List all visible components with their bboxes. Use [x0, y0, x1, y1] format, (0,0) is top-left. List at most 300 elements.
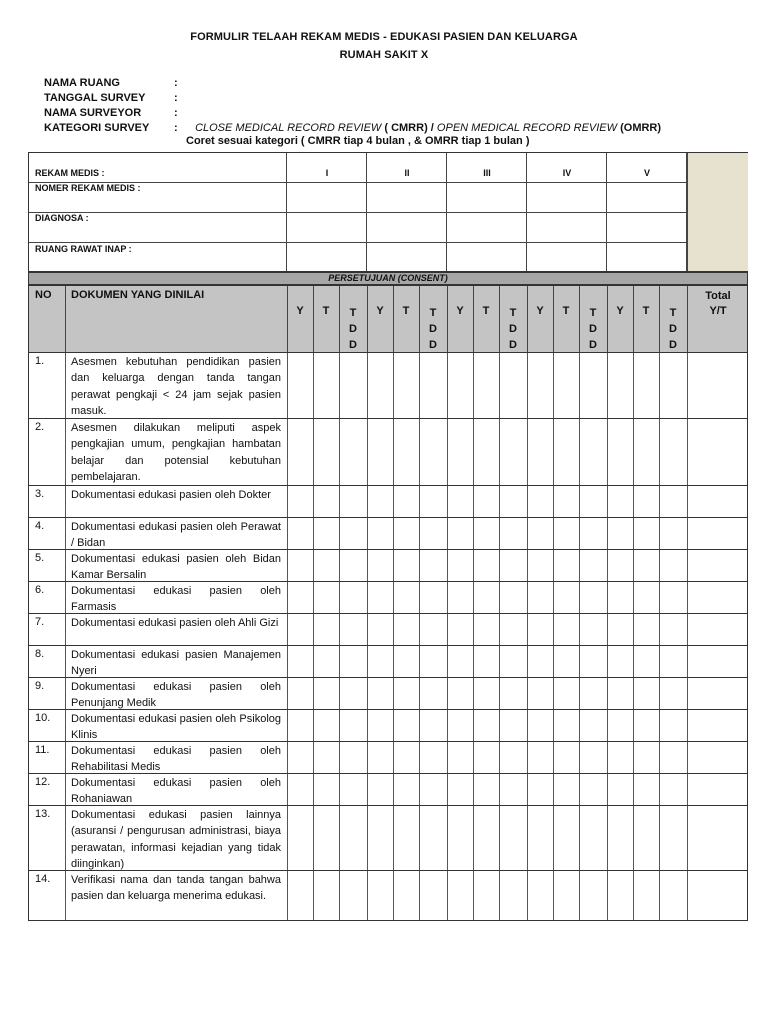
score-cell[interactable] [447, 582, 473, 613]
score-cell[interactable] [447, 353, 473, 418]
header-col-divider [633, 286, 634, 352]
score-cell[interactable] [499, 550, 527, 581]
score-cell[interactable] [499, 806, 527, 870]
score-cell[interactable] [473, 871, 499, 920]
colon: : [174, 107, 178, 119]
score-cell[interactable] [527, 582, 553, 613]
row-document-text: Dokumentasi edukasi pasien oleh Ahli Gizi [71, 617, 279, 629]
score-cell[interactable] [339, 646, 367, 677]
row-document-text: Dokumentasi edukasi pasien lainnya (asuransi / pengurusan administrasi, biaya perawatan, informasi kejadian yang tidak diinginkan) [71, 809, 281, 870]
record-entry-cell[interactable] [447, 213, 527, 243]
score-cell[interactable] [527, 774, 553, 805]
score-cell[interactable] [419, 646, 447, 677]
score-cell[interactable] [367, 486, 393, 517]
score-cell[interactable] [393, 518, 419, 549]
total-cell[interactable] [687, 710, 748, 741]
score-cell[interactable] [313, 646, 339, 677]
score-cell[interactable] [473, 614, 499, 645]
row-number: 1. [35, 355, 45, 367]
row-col-divider [65, 353, 66, 418]
col-dokumen-header: DOKUMEN YANG DINILAI [71, 289, 205, 301]
score-cell[interactable] [659, 806, 687, 870]
score-cell[interactable] [447, 518, 473, 549]
score-cell[interactable] [499, 518, 527, 549]
score-cell[interactable] [393, 614, 419, 645]
col-tdd-header-4: T D D [589, 307, 597, 351]
table-row [28, 710, 748, 742]
score-cell[interactable] [367, 353, 393, 418]
score-cell[interactable] [607, 582, 633, 613]
score-cell[interactable] [367, 678, 393, 709]
score-cell[interactable] [393, 774, 419, 805]
score-cell[interactable] [633, 419, 659, 485]
score-cell[interactable] [579, 806, 607, 870]
score-cell[interactable] [339, 518, 367, 549]
col-t-header-2: T [402, 305, 410, 317]
score-cell[interactable] [553, 678, 579, 709]
score-cell[interactable] [553, 353, 579, 418]
score-cell[interactable] [339, 678, 367, 709]
score-cell[interactable] [607, 518, 633, 549]
record-entry-cell[interactable] [447, 153, 527, 183]
score-cell[interactable] [339, 806, 367, 870]
record-entry-cell[interactable] [527, 213, 607, 243]
record-entry-cell[interactable] [447, 183, 527, 213]
score-cell[interactable] [339, 486, 367, 517]
score-cell[interactable] [339, 550, 367, 581]
score-cell[interactable] [393, 582, 419, 613]
score-cell[interactable] [499, 742, 527, 773]
score-cell[interactable] [607, 742, 633, 773]
total-cell[interactable] [687, 742, 748, 773]
score-cell[interactable] [607, 646, 633, 677]
score-cell[interactable] [287, 550, 313, 581]
score-cell[interactable] [659, 486, 687, 517]
score-cell[interactable] [419, 518, 447, 549]
score-cell[interactable] [527, 614, 553, 645]
col-y-header-1: Y [296, 305, 304, 317]
col-y-header-2: Y [376, 305, 384, 317]
col-y-header-5: Y [616, 305, 624, 317]
score-cell[interactable] [367, 419, 393, 485]
row-col-divider [65, 806, 66, 870]
row-col-divider [65, 871, 66, 920]
record-entry-cell[interactable] [367, 213, 447, 243]
score-cell[interactable] [393, 710, 419, 741]
row-document-text: Dokumentasi edukasi pasien oleh Farmasis [71, 585, 281, 614]
score-cell[interactable] [447, 646, 473, 677]
row-col-divider [65, 550, 66, 581]
score-cell[interactable] [659, 646, 687, 677]
record-entry-cell[interactable] [367, 243, 447, 271]
score-cell[interactable] [607, 486, 633, 517]
score-cell[interactable] [473, 550, 499, 581]
score-cell[interactable] [607, 774, 633, 805]
record-entry-cell[interactable] [367, 183, 447, 213]
score-cell[interactable] [633, 806, 659, 870]
table-row [28, 742, 748, 774]
score-cell[interactable] [579, 614, 607, 645]
total-cell[interactable] [687, 646, 748, 677]
score-cell[interactable] [499, 419, 527, 485]
score-cell[interactable] [633, 353, 659, 418]
score-cell[interactable] [419, 582, 447, 613]
score-cell[interactable] [419, 774, 447, 805]
score-cell[interactable] [633, 582, 659, 613]
score-cell[interactable] [527, 486, 553, 517]
score-cell[interactable] [287, 871, 313, 920]
hospital-name: RUMAH SAKIT X [339, 49, 429, 61]
score-cell[interactable] [473, 774, 499, 805]
tanggal-survey-label: TANGGAL SURVEY [44, 92, 146, 104]
score-cell[interactable] [607, 710, 633, 741]
score-cell[interactable] [659, 353, 687, 418]
score-cell[interactable] [499, 486, 527, 517]
nama-ruang-row [44, 76, 661, 91]
score-cell[interactable] [553, 582, 579, 613]
score-cell[interactable] [473, 486, 499, 517]
row-document-text: Verifikasi nama dan tanda tangan bahwa pasien dan keluarga menerima edukasi. [71, 874, 281, 903]
score-cell[interactable] [419, 550, 447, 581]
score-cell[interactable] [473, 678, 499, 709]
score-cell[interactable] [367, 742, 393, 773]
score-cell[interactable] [553, 550, 579, 581]
score-cell[interactable] [607, 614, 633, 645]
score-cell[interactable] [473, 806, 499, 870]
total-cell[interactable] [687, 774, 748, 805]
score-cell[interactable] [339, 774, 367, 805]
score-cell[interactable] [473, 646, 499, 677]
score-cell[interactable] [393, 806, 419, 870]
score-cell[interactable] [287, 678, 313, 709]
score-cell[interactable] [607, 419, 633, 485]
record-entry-cell[interactable] [287, 213, 367, 243]
score-cell[interactable] [367, 518, 393, 549]
score-cell[interactable] [419, 742, 447, 773]
score-cell[interactable] [553, 419, 579, 485]
score-cell[interactable] [287, 646, 313, 677]
score-cell[interactable] [553, 518, 579, 549]
score-cell[interactable] [393, 419, 419, 485]
score-cell[interactable] [579, 582, 607, 613]
score-cell[interactable] [499, 646, 527, 677]
score-cell[interactable] [447, 614, 473, 645]
score-cell[interactable] [579, 518, 607, 549]
score-cell[interactable] [473, 518, 499, 549]
score-cell[interactable] [607, 678, 633, 709]
score-cell[interactable] [527, 806, 553, 870]
col-tdd-header-3: T D D [509, 307, 517, 351]
col-t-header-4: T [562, 305, 570, 317]
score-cell[interactable] [419, 871, 447, 920]
score-cell[interactable] [313, 419, 339, 485]
row-col-divider [65, 582, 66, 613]
score-cell[interactable] [527, 353, 553, 418]
score-cell[interactable] [313, 518, 339, 549]
score-cell[interactable] [339, 582, 367, 613]
score-cell[interactable] [393, 646, 419, 677]
total-cell[interactable] [687, 582, 748, 613]
score-cell[interactable] [499, 678, 527, 709]
score-cell[interactable] [339, 742, 367, 773]
score-cell[interactable] [527, 646, 553, 677]
score-cell[interactable] [607, 550, 633, 581]
score-cell[interactable] [313, 871, 339, 920]
score-cell[interactable] [313, 742, 339, 773]
score-cell[interactable] [579, 419, 607, 485]
score-cell[interactable] [499, 353, 527, 418]
score-cell[interactable] [313, 353, 339, 418]
record-entry-cell[interactable] [607, 213, 687, 243]
row-number: 8. [35, 648, 45, 660]
total-cell[interactable] [687, 550, 748, 581]
score-cell[interactable] [419, 353, 447, 418]
score-cell[interactable] [579, 678, 607, 709]
score-cell[interactable] [419, 806, 447, 870]
score-cell[interactable] [579, 646, 607, 677]
score-cell[interactable] [659, 518, 687, 549]
table-row [28, 582, 748, 614]
score-cell[interactable] [287, 486, 313, 517]
tanggal-survey-row [44, 91, 661, 106]
score-cell[interactable] [473, 582, 499, 613]
score-cell[interactable] [447, 742, 473, 773]
score-cell[interactable] [633, 518, 659, 549]
score-cell[interactable] [527, 419, 553, 485]
table-row [28, 806, 748, 871]
score-cell[interactable] [287, 518, 313, 549]
score-cell[interactable] [367, 871, 393, 920]
score-cell[interactable] [287, 710, 313, 741]
score-cell[interactable] [447, 774, 473, 805]
score-cell[interactable] [339, 353, 367, 418]
score-cell[interactable] [393, 353, 419, 418]
score-cell[interactable] [367, 550, 393, 581]
row-col-divider [65, 486, 66, 517]
score-cell[interactable] [553, 710, 579, 741]
score-cell[interactable] [287, 774, 313, 805]
score-cell[interactable] [393, 550, 419, 581]
record-entry-cell[interactable] [607, 243, 687, 271]
score-cell[interactable] [287, 742, 313, 773]
total-cell[interactable] [687, 806, 748, 870]
score-cell[interactable] [313, 614, 339, 645]
score-cell[interactable] [499, 614, 527, 645]
score-cell[interactable] [553, 742, 579, 773]
score-cell[interactable] [553, 614, 579, 645]
total-cell[interactable] [687, 518, 748, 549]
score-cell[interactable] [367, 582, 393, 613]
score-cell[interactable] [633, 774, 659, 805]
score-cell[interactable] [553, 646, 579, 677]
score-cell[interactable] [313, 710, 339, 741]
score-cell[interactable] [367, 646, 393, 677]
score-cell[interactable] [393, 486, 419, 517]
score-cell[interactable] [607, 806, 633, 870]
score-cell[interactable] [447, 710, 473, 741]
score-cell[interactable] [287, 353, 313, 418]
score-cell[interactable] [367, 774, 393, 805]
score-cell[interactable] [287, 614, 313, 645]
colon: : [174, 122, 178, 134]
table-row [28, 353, 748, 419]
header-col-divider [65, 286, 66, 352]
score-cell[interactable] [287, 806, 313, 870]
record-entry-cell[interactable] [287, 153, 367, 183]
score-cell[interactable] [553, 871, 579, 920]
score-cell[interactable] [579, 550, 607, 581]
score-cell[interactable] [633, 646, 659, 677]
score-cell[interactable] [419, 486, 447, 517]
score-cell[interactable] [499, 710, 527, 741]
table-row [28, 646, 748, 678]
survey-meta [44, 76, 661, 136]
score-cell[interactable] [659, 614, 687, 645]
score-cell[interactable] [499, 774, 527, 805]
record-entry-cell[interactable] [527, 243, 607, 271]
score-cell[interactable] [553, 486, 579, 517]
score-cell[interactable] [313, 486, 339, 517]
score-cell[interactable] [419, 614, 447, 645]
score-cell[interactable] [633, 614, 659, 645]
score-cell[interactable] [287, 419, 313, 485]
record-entry-cell[interactable] [527, 153, 607, 183]
score-cell[interactable] [633, 710, 659, 741]
score-cell[interactable] [579, 486, 607, 517]
score-cell[interactable] [339, 419, 367, 485]
row-document-text: Dokumentasi edukasi pasien oleh Rehabilitasi Medis [71, 745, 281, 774]
row-number: 14. [35, 873, 51, 885]
score-cell[interactable] [313, 774, 339, 805]
score-cell[interactable] [633, 550, 659, 581]
header-col-divider [393, 286, 394, 352]
score-cell[interactable] [579, 353, 607, 418]
score-cell[interactable] [287, 582, 313, 613]
header-col-divider [527, 286, 528, 352]
score-cell[interactable] [633, 742, 659, 773]
score-cell[interactable] [419, 710, 447, 741]
score-cell[interactable] [393, 678, 419, 709]
record-entry-cell[interactable] [527, 183, 607, 213]
header-col-divider [313, 286, 314, 352]
score-cell[interactable] [367, 710, 393, 741]
table-row [28, 486, 748, 518]
score-cell[interactable] [419, 419, 447, 485]
score-cell[interactable] [553, 806, 579, 870]
score-cell[interactable] [447, 550, 473, 581]
score-cell[interactable] [313, 582, 339, 613]
score-cell[interactable] [527, 710, 553, 741]
score-cell[interactable] [339, 614, 367, 645]
score-cell[interactable] [447, 871, 473, 920]
row-document-text: Dokumentasi edukasi pasien oleh Perawat / Bidan [71, 521, 281, 550]
total-cell[interactable] [687, 614, 748, 645]
score-cell[interactable] [447, 486, 473, 517]
score-cell[interactable] [579, 871, 607, 920]
row-number: 9. [35, 680, 45, 692]
score-cell[interactable] [473, 353, 499, 418]
score-cell[interactable] [579, 742, 607, 773]
score-cell[interactable] [633, 678, 659, 709]
score-cell[interactable] [313, 550, 339, 581]
record-entry-cell[interactable] [287, 183, 367, 213]
header-col-divider [687, 286, 688, 352]
col-tdd-header-5: T D D [669, 307, 677, 351]
score-cell[interactable] [659, 774, 687, 805]
col-t-header-3: T [482, 305, 490, 317]
row-document-text: Asesmen dilakukan meliputi aspek pengkajian umum, pengkajian hambatan belajar dan potensial kebutuhan pembelajaran. [71, 422, 281, 483]
score-cell[interactable] [419, 678, 447, 709]
total-cell[interactable] [687, 419, 748, 485]
col-no-header: NO [35, 289, 52, 301]
score-cell[interactable] [659, 742, 687, 773]
score-cell[interactable] [607, 353, 633, 418]
score-cell[interactable] [367, 614, 393, 645]
score-cell[interactable] [527, 871, 553, 920]
score-cell[interactable] [473, 742, 499, 773]
score-cell[interactable] [367, 806, 393, 870]
score-cell[interactable] [499, 582, 527, 613]
score-cell[interactable] [473, 710, 499, 741]
score-cell[interactable] [447, 419, 473, 485]
score-cell[interactable] [527, 678, 553, 709]
total-cell[interactable] [687, 353, 748, 418]
score-cell[interactable] [659, 550, 687, 581]
row-col-divider [65, 742, 66, 773]
record-entry-cell[interactable] [607, 183, 687, 213]
omrr-option: OPEN MEDICAL RECORD REVIEW [436, 122, 618, 134]
score-cell[interactable] [499, 871, 527, 920]
score-cell[interactable] [473, 419, 499, 485]
score-cell[interactable] [527, 550, 553, 581]
ruang-rawat-inap-label: RUANG RAWAT INAP : [35, 244, 132, 254]
score-cell[interactable] [659, 678, 687, 709]
score-cell[interactable] [313, 806, 339, 870]
record-entry-cell[interactable] [287, 243, 367, 271]
score-cell[interactable] [633, 486, 659, 517]
col-tdd-header-1: T D D [349, 307, 357, 351]
record-entry-cell[interactable] [447, 243, 527, 271]
score-cell[interactable] [579, 710, 607, 741]
score-cell[interactable] [659, 419, 687, 485]
score-cell[interactable] [447, 806, 473, 870]
score-cell[interactable] [339, 871, 367, 920]
score-cell[interactable] [607, 871, 633, 920]
score-cell[interactable] [393, 742, 419, 773]
record-entry-cell[interactable] [607, 153, 687, 183]
score-cell[interactable] [659, 582, 687, 613]
total-cell[interactable] [687, 486, 748, 517]
score-cell[interactable] [339, 710, 367, 741]
score-cell[interactable] [553, 774, 579, 805]
score-cell[interactable] [527, 518, 553, 549]
score-cell[interactable] [659, 710, 687, 741]
total-cell[interactable] [687, 678, 748, 709]
total-cell[interactable] [687, 871, 748, 920]
score-cell[interactable] [579, 774, 607, 805]
score-cell[interactable] [393, 871, 419, 920]
score-cell[interactable] [633, 871, 659, 920]
record-entry-cell[interactable] [367, 153, 447, 183]
score-cell[interactable] [527, 742, 553, 773]
row-col-divider [65, 774, 66, 805]
score-cell[interactable] [447, 678, 473, 709]
record-info-grid [28, 152, 748, 272]
score-cell[interactable] [659, 871, 687, 920]
score-cell[interactable] [313, 678, 339, 709]
kategori-survey-label: KATEGORI SURVEY [44, 122, 150, 134]
form-title: FORMULIR TELAAH REKAM MEDIS - EDUKASI PASIEN DAN KELUARGA [190, 31, 578, 43]
